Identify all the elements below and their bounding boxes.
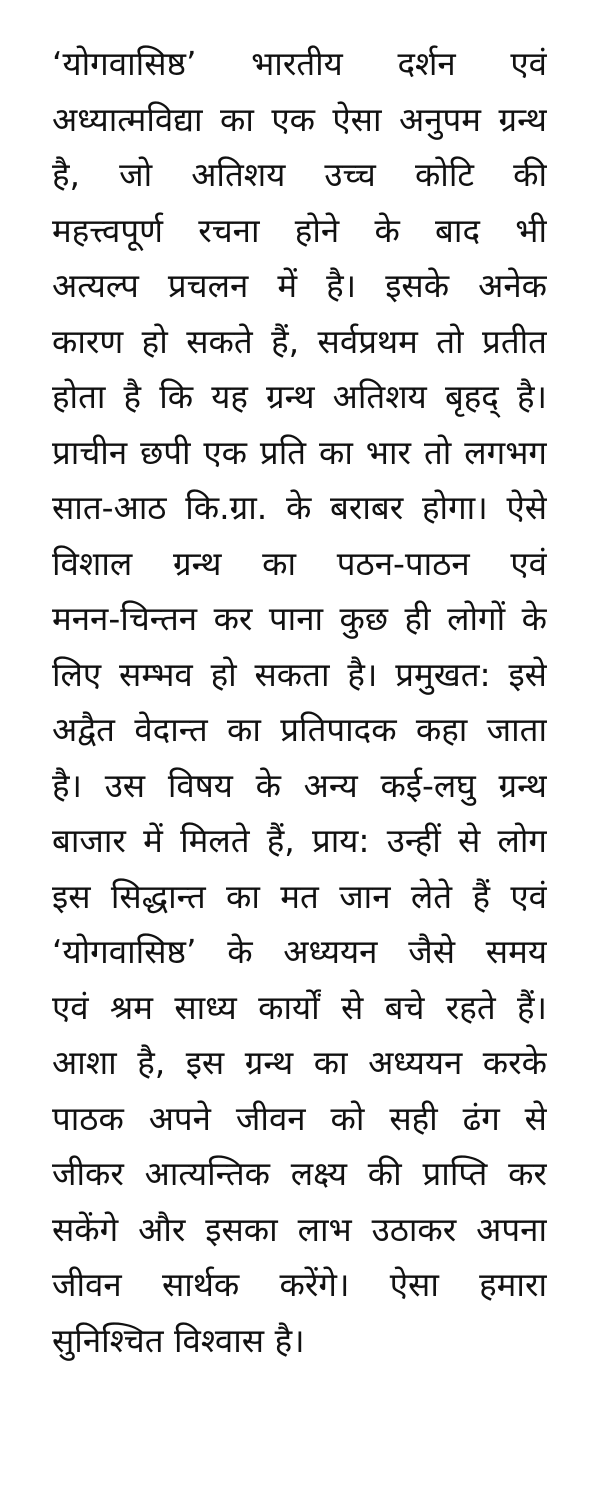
paragraph-line: कारण हो सकते हैं, सर्वप्रथम तो प्रतीत [52,321,547,361]
paragraph-line: जीकर आत्यन्तिक लक्ष्य की प्राप्ति कर [52,1154,547,1193]
paragraph-line: अद्वैत वेदान्त का प्रतिपादक कहा जाता [52,710,547,749]
paragraph-line: अत्यल्प प्रचलन में है। इसके अनेक [52,266,547,305]
paragraph-line: है, जो अतिशय उच्च कोटि की [52,155,547,194]
paragraph-line: विशाल ग्रन्थ का पठन-पाठन एवं [52,543,547,583]
paragraph-line: जीवन सार्थक करेंगे। ऐसा हमारा [52,1265,547,1304]
paragraph-line: एवं श्रम साध्य कार्यों से बचे रहते हैं। [52,987,547,1027]
paragraph-line: सकेंगे और इसका लाभ उठाकर अपना [52,1209,547,1249]
paragraph-line: लिए सम्भव हो सकता है। प्रमुखत: इसे [52,654,547,694]
paragraph-line: प्राचीन छपी एक प्रति का भार तो लगभग [52,432,547,472]
paragraph-line: होता है कि यह ग्रन्थ अतिशय बृहद् है। [52,377,547,416]
paragraph-line: सात-आठ कि.ग्रा. के बराबर होगा। ऐसे [52,488,547,527]
paragraph-line: अध्यात्मविद्या का एक ऐसा अनुपम ग्रन्थ [52,99,547,139]
paragraph-last-line: सुनिश्चित विश्वास है। [52,1320,305,1360]
paragraph-line: है। उस विषय के अन्य कई-लघु ग्रन्थ [52,765,547,805]
paragraph-line: पाठक अपने जीवन को सही ढंग से [52,1098,547,1138]
paragraph-line: आशा है, इस ग्रन्थ का अध्ययन करके [52,1043,547,1082]
paragraph-line: ‘योगवासिष्ठ’ के अध्ययन जैसे समय [52,932,547,971]
paragraph-line: महत्त्वपूर्ण रचना होने के बाद भी [52,210,547,250]
paragraph-line: इस सिद्धान्त का मत जान लेते हैं एवं [52,876,547,916]
paragraph-line: ‘योगवासिष्ठ’ भारतीय दर्शन एवं [52,44,547,83]
paragraph-line: मनन-चिन्तन कर पाना कुछ ही लोगों के [52,599,547,638]
paragraph [52,36,547,1368]
paragraph-line: बाजार में मिलते हैं, प्राय: उन्हीं से लोग [52,821,547,860]
